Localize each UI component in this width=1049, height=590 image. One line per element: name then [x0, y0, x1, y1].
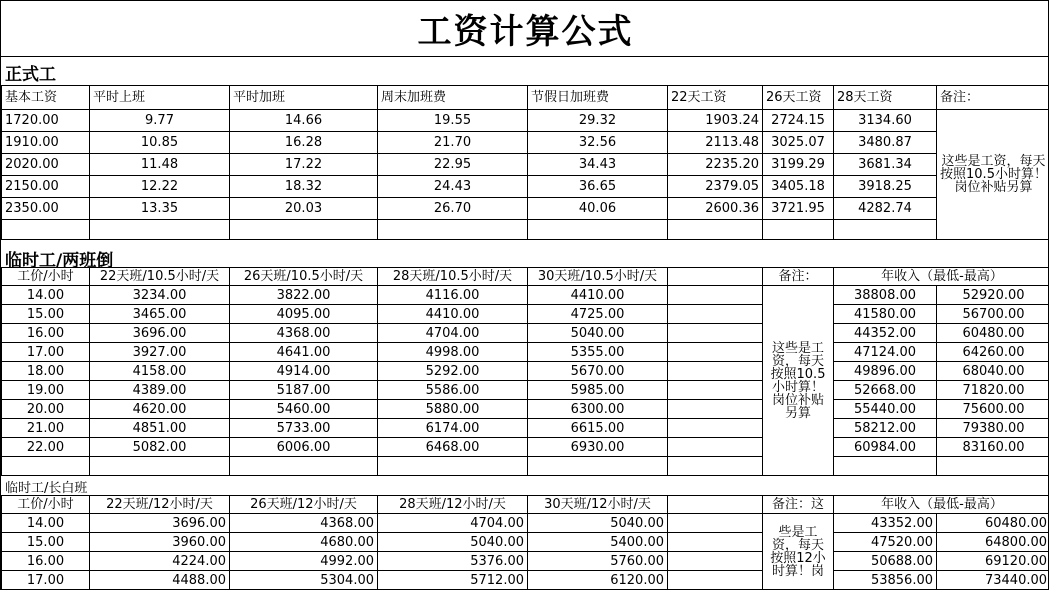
annual-income-min: 41580.00 — [834, 305, 937, 324]
column-header: 平时上班 — [90, 86, 230, 110]
table-cell: 11.48 — [90, 154, 230, 176]
empty-cell — [763, 220, 834, 240]
table-cell: 4641.00 — [230, 343, 378, 362]
table-row — [2, 571, 1049, 590]
table-cell: 9.77 — [90, 110, 230, 132]
table-cell: 4410.00 — [378, 305, 528, 324]
empty-cell — [668, 419, 763, 438]
column-header: 22天工资 — [668, 86, 763, 110]
table-cell: 6930.00 — [528, 438, 668, 457]
table-cell: 16.00 — [2, 552, 90, 571]
table-cell: 5355.00 — [528, 343, 668, 362]
annual-income-max: 60480.00 — [937, 514, 1049, 533]
table-cell: 6300.00 — [528, 400, 668, 419]
empty-cell — [378, 457, 528, 476]
table-cell: 4158.00 — [90, 362, 230, 381]
table-cell: 14.00 — [2, 514, 90, 533]
remark-note: 这些是工资，每天按照10.5小时算！岗位补贴另算 — [937, 110, 1049, 240]
table-cell: 18.32 — [230, 176, 378, 198]
empty-cell — [668, 457, 763, 476]
temp-two-shift-table — [1, 267, 1049, 476]
table-row — [2, 220, 1049, 240]
annual-income-min: 50688.00 — [834, 552, 937, 571]
annual-income-min: 43352.00 — [834, 514, 937, 533]
empty-cell — [668, 362, 763, 381]
column-header: 平时加班 — [230, 86, 378, 110]
annual-income-header: 年收入（最低-最高） — [834, 268, 1049, 286]
annual-income-min: 60984.00 — [834, 438, 937, 457]
table-cell: 4410.00 — [528, 286, 668, 305]
table-cell: 5040.00 — [378, 533, 528, 552]
empty-cell — [668, 400, 763, 419]
table-cell: 4704.00 — [378, 514, 528, 533]
remark-header: 备注： — [763, 268, 834, 286]
table-cell: 20.00 — [2, 400, 90, 419]
table-cell: 2113.48 — [668, 132, 763, 154]
table-cell: 5733.00 — [230, 419, 378, 438]
column-header: 22天班/10.5小时/天 — [90, 268, 230, 286]
table-cell: 14.00 — [2, 286, 90, 305]
table-cell: 13.35 — [90, 198, 230, 220]
column-header: 22天班/12小时/天 — [90, 496, 230, 514]
table-cell: 19.55 — [378, 110, 528, 132]
table-row — [2, 198, 1049, 220]
table-cell: 4998.00 — [378, 343, 528, 362]
empty-cell — [528, 457, 668, 476]
table-row — [2, 438, 1049, 457]
table-cell: 5082.00 — [90, 438, 230, 457]
table-cell: 2379.05 — [668, 176, 763, 198]
table-row — [2, 362, 1049, 381]
empty-cell — [90, 457, 230, 476]
column-header: 30天班/12小时/天 — [528, 496, 668, 514]
table-cell: 2235.20 — [668, 154, 763, 176]
table-cell: 3721.95 — [763, 198, 834, 220]
remark-note: 这些是工资，每天按照10.5小时算！岗位补贴另算 — [763, 286, 834, 476]
empty-cell — [668, 381, 763, 400]
table-cell: 12.22 — [90, 176, 230, 198]
table-cell: 4368.00 — [230, 324, 378, 343]
empty-cell — [90, 220, 230, 240]
table-cell: 2150.00 — [2, 176, 90, 198]
table-cell: 3696.00 — [90, 324, 230, 343]
table-cell: 6174.00 — [378, 419, 528, 438]
table-cell: 22.95 — [378, 154, 528, 176]
empty-cell — [378, 220, 528, 240]
page-title: 工资计算公式 — [1, 1, 1049, 57]
table-cell: 32.56 — [528, 132, 668, 154]
table-cell: 3822.00 — [230, 286, 378, 305]
table-cell: 4620.00 — [90, 400, 230, 419]
temp-long-day-table — [1, 495, 1049, 590]
column-header: 28天班/10.5小时/天 — [378, 268, 528, 286]
column-header: 基本工资 — [2, 86, 90, 110]
table-header-row — [2, 496, 1049, 514]
table-cell: 4224.00 — [90, 552, 230, 571]
empty-cell — [668, 552, 763, 571]
column-header — [668, 268, 763, 286]
table-cell: 3918.25 — [834, 176, 937, 198]
table-cell: 2020.00 — [2, 154, 90, 176]
annual-income-max: 60480.00 — [937, 324, 1049, 343]
table-cell: 4680.00 — [230, 533, 378, 552]
table-cell: 26.70 — [378, 198, 528, 220]
section-title-temp-long-day: 临时工/长白班 — [5, 481, 88, 496]
column-header — [668, 496, 763, 514]
table-row — [2, 514, 1049, 533]
table-cell: 17.00 — [2, 343, 90, 362]
table-row — [2, 552, 1049, 571]
table-cell: 15.00 — [2, 533, 90, 552]
annual-income-max: 56700.00 — [937, 305, 1049, 324]
table-cell: 5880.00 — [378, 400, 528, 419]
table-cell: 1910.00 — [2, 132, 90, 154]
table-row — [2, 381, 1049, 400]
table-cell: 3134.60 — [834, 110, 937, 132]
empty-cell — [528, 220, 668, 240]
table-cell: 6468.00 — [378, 438, 528, 457]
column-header: 28天班/12小时/天 — [378, 496, 528, 514]
column-header: 工价/小时 — [2, 268, 90, 286]
column-header: 工价/小时 — [2, 496, 90, 514]
table-row — [2, 176, 1049, 198]
table-row — [2, 305, 1049, 324]
table-cell: 20.03 — [230, 198, 378, 220]
table-cell: 4389.00 — [90, 381, 230, 400]
table-cell: 3405.18 — [763, 176, 834, 198]
annual-income-min: 47520.00 — [834, 533, 937, 552]
table-cell: 22.00 — [2, 438, 90, 457]
annual-income-max: 79380.00 — [937, 419, 1049, 438]
column-header: 26天工资 — [763, 86, 834, 110]
annual-income-header: 年收入（最低-最高） — [834, 496, 1049, 514]
table-cell: 1720.00 — [2, 110, 90, 132]
table-cell: 29.32 — [528, 110, 668, 132]
table-cell: 4992.00 — [230, 552, 378, 571]
table-cell: 15.00 — [2, 305, 90, 324]
table-cell: 3199.29 — [763, 154, 834, 176]
table-cell: 4914.00 — [230, 362, 378, 381]
annual-income-max: 52920.00 — [937, 286, 1049, 305]
table-row — [2, 533, 1049, 552]
column-header: 节假日加班费 — [528, 86, 668, 110]
table-cell: 6615.00 — [528, 419, 668, 438]
table-cell: 24.43 — [378, 176, 528, 198]
table-cell: 4851.00 — [90, 419, 230, 438]
annual-income-min: 38808.00 — [834, 286, 937, 305]
table-cell: 14.66 — [230, 110, 378, 132]
empty-cell — [668, 533, 763, 552]
table-cell: 5460.00 — [230, 400, 378, 419]
annual-income-min: 58212.00 — [834, 419, 937, 438]
annual-income-max: 73440.00 — [937, 571, 1049, 590]
empty-cell — [2, 220, 90, 240]
table-cell: 18.00 — [2, 362, 90, 381]
table-cell: 2350.00 — [2, 198, 90, 220]
table-cell: 5187.00 — [230, 381, 378, 400]
table-cell: 21.70 — [378, 132, 528, 154]
column-header: 备注： — [937, 86, 1049, 110]
table-cell: 19.00 — [2, 381, 90, 400]
annual-income-max: 75600.00 — [937, 400, 1049, 419]
table-header-row — [2, 86, 1049, 110]
annual-income-max: 64260.00 — [937, 343, 1049, 362]
table-cell: 5985.00 — [528, 381, 668, 400]
empty-cell — [668, 571, 763, 590]
empty-cell — [668, 286, 763, 305]
table-row — [2, 286, 1049, 305]
remark-note: 些是工资，每天按照12小时算！岗 — [763, 514, 834, 590]
column-header: 30天班/10.5小时/天 — [528, 268, 668, 286]
table-cell: 5040.00 — [528, 324, 668, 343]
annual-income-max: 64800.00 — [937, 533, 1049, 552]
table-cell: 4488.00 — [90, 571, 230, 590]
table-cell: 3960.00 — [90, 533, 230, 552]
table-cell: 17.22 — [230, 154, 378, 176]
table-cell: 3234.00 — [90, 286, 230, 305]
table-row — [2, 457, 1049, 476]
table-cell: 6120.00 — [528, 571, 668, 590]
empty-cell — [668, 324, 763, 343]
empty-cell — [668, 343, 763, 362]
empty-cell — [834, 457, 937, 476]
table-cell: 3927.00 — [90, 343, 230, 362]
table-cell: 5400.00 — [528, 533, 668, 552]
table-cell: 3681.34 — [834, 154, 937, 176]
column-header: 28天工资 — [834, 86, 937, 110]
table-cell: 2724.15 — [763, 110, 834, 132]
table-row — [2, 110, 1049, 132]
column-header: 周末加班费 — [378, 86, 528, 110]
remark-header: 备注：这 — [763, 496, 834, 514]
table-cell: 3025.07 — [763, 132, 834, 154]
annual-income-min: 55440.00 — [834, 400, 937, 419]
table-cell: 3480.87 — [834, 132, 937, 154]
table-cell: 36.65 — [528, 176, 668, 198]
table-cell: 40.06 — [528, 198, 668, 220]
annual-income-min: 44352.00 — [834, 324, 937, 343]
annual-income-min: 52668.00 — [834, 381, 937, 400]
column-header: 26天班/12小时/天 — [230, 496, 378, 514]
table-cell: 10.85 — [90, 132, 230, 154]
empty-cell — [834, 220, 937, 240]
table-row — [2, 400, 1049, 419]
table-cell: 4095.00 — [230, 305, 378, 324]
table-cell: 5376.00 — [378, 552, 528, 571]
table-cell: 4725.00 — [528, 305, 668, 324]
annual-income-max: 83160.00 — [937, 438, 1049, 457]
table-cell: 4116.00 — [378, 286, 528, 305]
table-cell: 16.00 — [2, 324, 90, 343]
table-cell: 5670.00 — [528, 362, 668, 381]
table-cell: 5040.00 — [528, 514, 668, 533]
table-cell: 6006.00 — [230, 438, 378, 457]
table-cell: 5292.00 — [378, 362, 528, 381]
table-cell: 5760.00 — [528, 552, 668, 571]
table-cell: 4704.00 — [378, 324, 528, 343]
table-cell: 4282.74 — [834, 198, 937, 220]
table-cell: 17.00 — [2, 571, 90, 590]
table-cell: 5712.00 — [378, 571, 528, 590]
section-title-temp-two-shift: 临时工/两班倒 — [5, 251, 114, 271]
empty-cell — [230, 457, 378, 476]
formal-salary-table — [1, 85, 1049, 240]
table-row — [2, 419, 1049, 438]
empty-cell — [668, 514, 763, 533]
table-header-row — [2, 268, 1049, 286]
empty-cell — [668, 220, 763, 240]
empty-cell — [230, 220, 378, 240]
annual-income-min: 49896.00 — [834, 362, 937, 381]
table-cell: 4368.00 — [230, 514, 378, 533]
empty-cell — [2, 457, 90, 476]
table-cell: 21.00 — [2, 419, 90, 438]
table-cell: 3696.00 — [90, 514, 230, 533]
annual-income-min: 47124.00 — [834, 343, 937, 362]
empty-cell — [668, 438, 763, 457]
table-cell: 16.28 — [230, 132, 378, 154]
annual-income-max: 69120.00 — [937, 552, 1049, 571]
section-title-formal: 正式工 — [5, 65, 56, 85]
table-cell: 5586.00 — [378, 381, 528, 400]
table-cell: 1903.24 — [668, 110, 763, 132]
table-cell: 3465.00 — [90, 305, 230, 324]
empty-cell — [937, 457, 1049, 476]
empty-cell — [668, 305, 763, 324]
column-header: 26天班/10.5小时/天 — [230, 268, 378, 286]
table-cell: 34.43 — [528, 154, 668, 176]
annual-income-max: 71820.00 — [937, 381, 1049, 400]
table-cell: 5304.00 — [230, 571, 378, 590]
table-row — [2, 324, 1049, 343]
annual-income-min: 53856.00 — [834, 571, 937, 590]
table-row — [2, 132, 1049, 154]
table-cell: 2600.36 — [668, 198, 763, 220]
table-row — [2, 154, 1049, 176]
annual-income-max: 68040.00 — [937, 362, 1049, 381]
table-row — [2, 343, 1049, 362]
